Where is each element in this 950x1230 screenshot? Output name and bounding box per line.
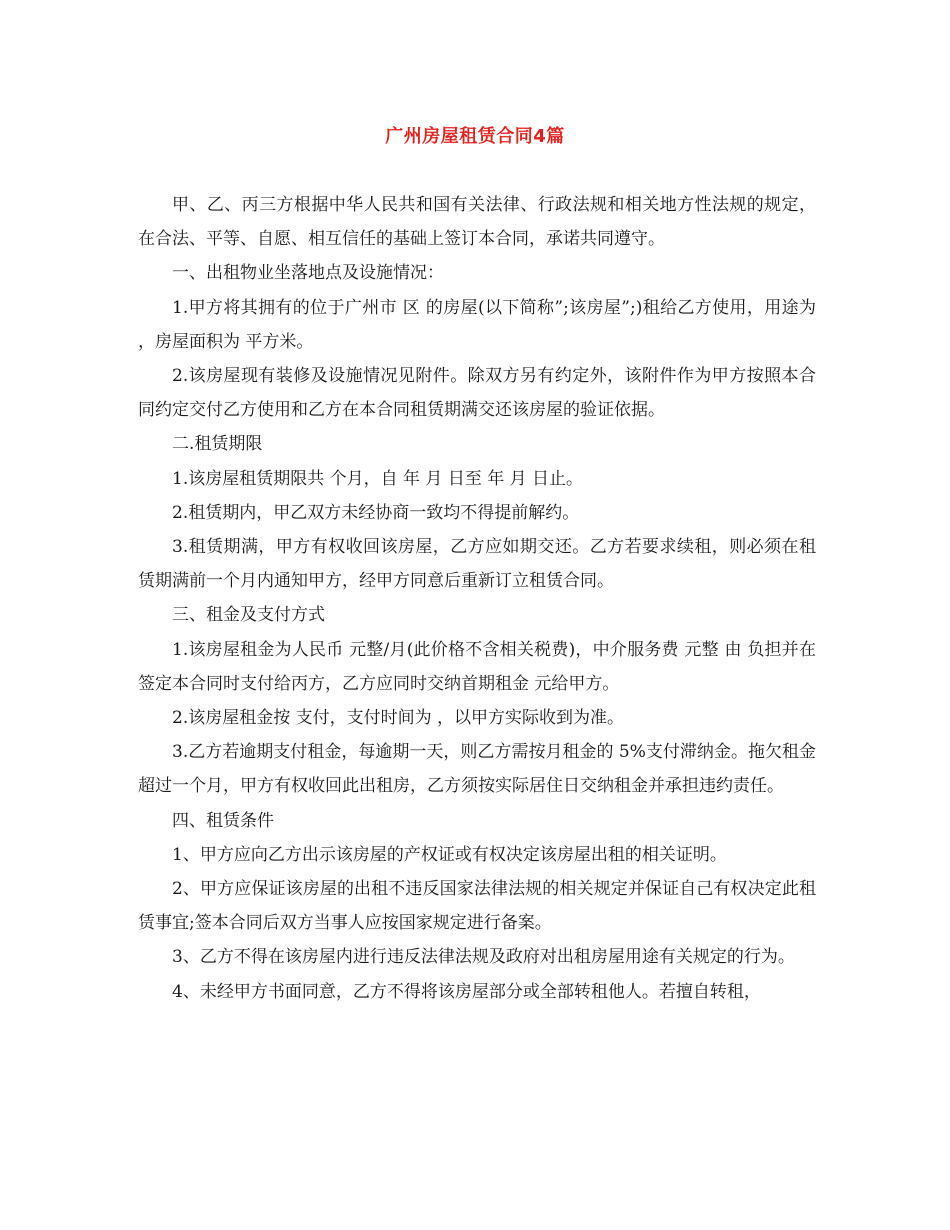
document-body — [138, 188, 816, 1009]
section-heading-4: 四、租赁条件 — [172, 810, 274, 831]
paragraph: 2.该房屋租金按 支付，支付时间为 ，以甲方实际收到为准。 — [172, 708, 625, 729]
paragraph: 2.租赁期内，甲乙双方未经协商一致均不得提前解约。 — [172, 502, 580, 523]
paragraph: 3.租赁期满，甲方有权收回该房屋，乙方应如期交还。乙方若要求续租，则必须在租赁期满前一个月内通知甲方，经甲方同意后重新订立租赁合同。 — [138, 537, 816, 592]
paragraph: 3.乙方若逾期支付租金，每逾期一天，则乙方需按月租金的 5%支付滞纳金。拖欠租金超过一个月，甲方有权收回此出租房，乙方须按实际居住日交纳租金并承担违约责任。 — [138, 742, 816, 797]
section-heading-3: 三、租金及支付方式 — [172, 605, 325, 626]
section-heading-1: 一、出租物业坐落地点及设施情况： — [172, 263, 444, 284]
paragraph: 4、未经甲方书面同意，乙方不得将该房屋部分或全部转租他人。若擅自转租， — [172, 981, 761, 1002]
paragraph: 1.该房屋租赁期限共 个月，自 年 月 日至 年 月 日止。 — [172, 468, 584, 489]
paragraph-intro: 甲、乙、丙三方根据中华人民共和国有关法律、行政法规和相关地方性法规的规定，在合法、平等、自愿、相互信任的基础上签订本合同，承诺共同遵守。 — [138, 195, 816, 250]
paragraph: 2、甲方应保证该房屋的出租不违反国家法律法规的相关规定并保证自己有权决定此租赁事宜;签本合同后双方当事人应按国家规定进行备案。 — [138, 879, 816, 934]
paragraph: 3、乙方不得在该房屋内进行违反法律法规及政府对出租房屋用途有关规定的行为。 — [172, 947, 795, 968]
paragraph: 1.该房屋租金为人民币 元整/月(此价格不含相关税费)，中介服务费 元整 由 负担并在签定本合同时支付给丙方，乙方应同时交纳首期租金 元给甲方。 — [138, 639, 816, 694]
paragraph: 1、甲方应向乙方出示该房屋的产权证或有权决定该房屋出租的相关证明。 — [172, 844, 727, 865]
paragraph: 2.该房屋现有装修及设施情况见附件。除双方另有约定外，该附件作为甲方按照本合同约定交付乙方使用和乙方在本合同租赁期满交还该房屋的验证依据。 — [138, 366, 816, 421]
paragraph: 1.甲方将其拥有的位于广州市 区 的房屋(以下简称”;该房屋”;)租给乙方使用，用途为 ，房屋面积为 平方米。 — [138, 297, 816, 352]
section-heading-2: 二.租赁期限 — [172, 434, 263, 455]
document-title: 广州房屋租赁合同4篇 — [385, 126, 565, 147]
